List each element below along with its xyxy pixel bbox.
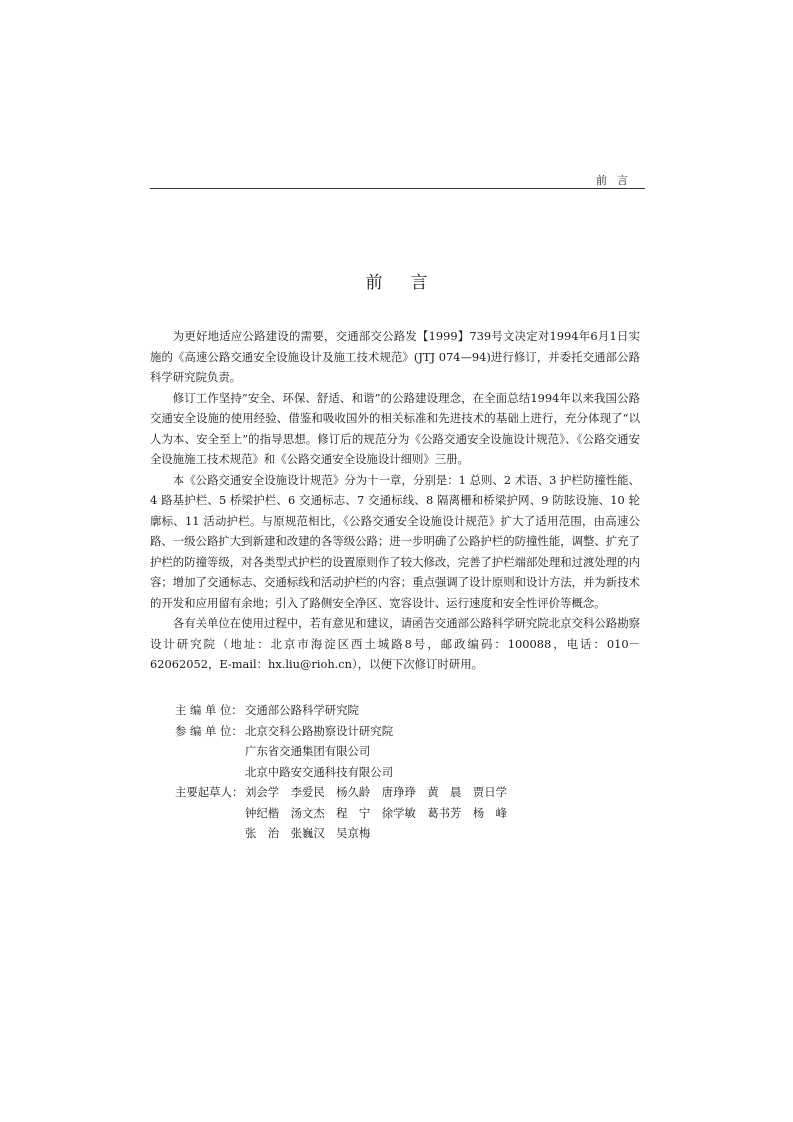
credit-value: 北京中路安交通科技有限公司 [245, 764, 394, 779]
credit-label: 主要起草人： [175, 785, 244, 799]
credit-row-chief-editor [175, 700, 507, 721]
credit-row-main-drafters [175, 782, 507, 844]
credit-value: 张 治 张巍汉 吴京梅 [245, 826, 371, 840]
credit-row-participating-units [175, 721, 507, 783]
credit-label: 参 编 单 位： [175, 723, 243, 738]
paragraph-3: 本《公路交通安全设施设计规范》分为十一章，分别是：1 总则、2 术语、3 护栏防撞性能、4 路基护栏、5 桥梁护栏、6 交通标志、7 交通标线、8 隔离栅和桥梁护网、9 防眩设施、10 轮廓标、11 活动护栏。与原规范相比，《公路交通安全设施设计规范》扩大了适用范围，由高速公路、一级公路扩大到新建和改建的各等级公路；进一步明确了公路护栏的防撞性能，调整、扩充了护栏的防撞等级，对各类型式护栏的设置原则作了较大修改，完善了护栏端部处理和过渡处理的内容；增加了交通标志、交通标线和活动护栏的内容；重点强调了设计原则和设计方法，并为新技术的开发和应用留有余地；引入了路侧安全净区、宽容设计、运行速度和安全性评价等概念。 [150, 472, 640, 610]
credit-value: 钟纪楷 汤文杰 程 宁 徐学敏 葛书芳 杨 峰 [245, 805, 507, 820]
paragraph-1: 为更好地适应公路建设的需要，交通部交公路发【1999】739号文决定对1994年6月1日实施的《高速公路交通安全设施设计及施工技术规范》(JTJ 074—94)进行修订，并委托交通部公路科学研究院负责。 [150, 329, 640, 384]
credit-value: 交通部公路科学研究院 [245, 703, 359, 717]
credit-values [245, 782, 507, 844]
preface-body [150, 326, 640, 675]
paragraph-4: 各有关单位在使用过程中，若有意见和建议，请函告交通部公路科学研究院北京交科公路勘察设计研究院（地址：北京市海淀区西土城路8号，邮政编码：100088，电话：010－62062052，E-mail：hx.liu@rioh.cn），以便下次修订时研用。 [150, 616, 640, 671]
page-title: 前言 [365, 273, 456, 293]
credit-value: 北京交科公路勘察设计研究院 [245, 723, 394, 738]
credit-value: 广东省交通集团有限公司 [245, 744, 371, 758]
credit-label: 主 编 单 位： [175, 703, 243, 717]
header-rule [150, 188, 645, 189]
credits-block [175, 700, 507, 844]
running-header: 前言 [596, 174, 638, 187]
credit-value: 刘会学 李爱民 杨久龄 唐琤琤 黄 晨 贾日学 [245, 785, 507, 799]
paragraph-2: 修订工作坚持“安全、环保、舒适、和谐”的公路建设理念，在全面总结1994年以来我国公路交通安全设施的使用经验、借鉴和吸收国外的相关标准和先进技术的基础上进行，充分体现了“以人为本、安全至上”的指导思想。修订后的规范分为《公路交通安全设施设计规范》、《公路交通安全设施施工技术规范》和《公路交通安全设施设计细则》三册。 [150, 390, 640, 466]
credit-values [245, 700, 359, 721]
credit-values [245, 721, 393, 783]
